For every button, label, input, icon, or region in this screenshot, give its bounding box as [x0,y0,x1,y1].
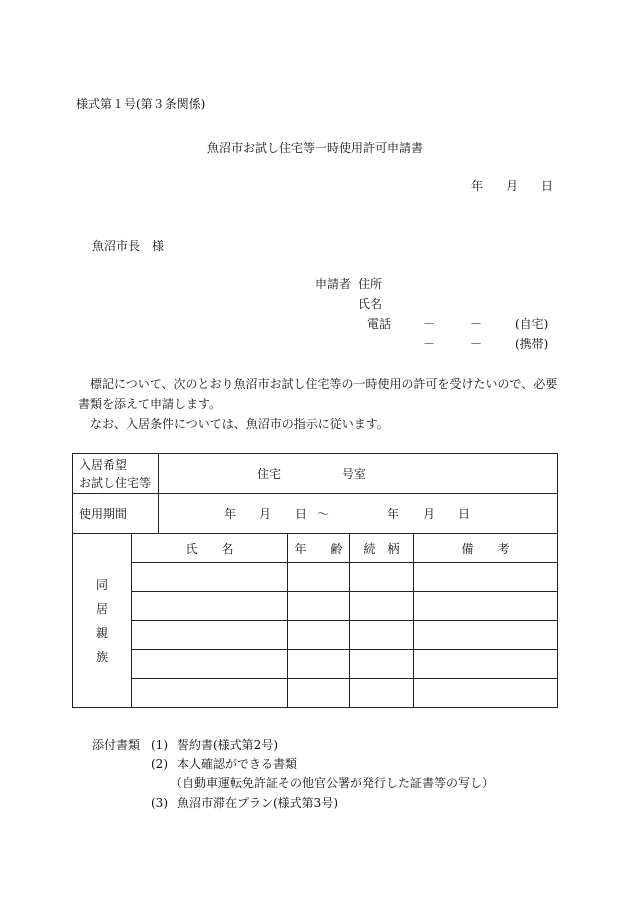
family-char-2: 居 [95,601,108,616]
family-name-cell[interactable] [132,679,288,708]
body-paragraph-2: なお、入居条件については、魚沼市の指示に従います。 [90,417,389,431]
attachment-1-text: 誓約書(様式第2号) [177,738,278,752]
family-relationship-cell[interactable] [350,621,414,650]
family-age-cell[interactable] [288,621,350,650]
period-start-year: 年 [224,507,237,521]
period-value-cell[interactable] [159,494,558,534]
family-remarks-cell[interactable] [414,592,558,621]
phone-mobile-dash-2: － [470,337,483,351]
applicant-label: 申請者 [315,277,352,291]
family-relationship-cell[interactable] [350,563,414,592]
family-char-3: 親 [95,625,108,640]
family-age-cell[interactable] [288,592,350,621]
column-header-age: 年 齢 [288,534,350,563]
attachment-2-number: (2) [151,757,168,771]
family-remarks-cell[interactable] [414,563,558,592]
period-end-month: 月 [423,507,436,521]
attachment-3-text: 魚沼市滞在プラン(様式第3号) [177,796,338,810]
attachment-2-text: 本人確認ができる書類 [177,757,298,771]
family-age-cell[interactable] [288,650,350,679]
date-day-label: 日 [541,179,554,193]
phone-mobile-label: (携帯) [515,337,549,351]
desired-house-value-cell[interactable] [159,454,558,494]
room-number-label: 号室 [341,466,366,481]
family-age-cell[interactable] [288,679,350,708]
attachment-3-number: (3) [151,796,168,810]
table-row [73,679,558,708]
family-name-cell[interactable] [132,621,288,650]
period-end-day: 日 [458,507,471,521]
column-header-name: 氏 名 [132,534,288,563]
period-tilde: ～ [317,507,330,521]
address-label: 住所 [358,277,383,291]
attachments-label: 添付書類 [92,738,141,752]
addressee: 魚沼市長 様 [92,239,165,253]
period-end-year: 年 [387,507,400,521]
family-relationship-cell[interactable] [350,592,414,621]
period-label-cell [73,494,159,534]
phone-home-dash-1: － [423,317,436,331]
table-row [73,650,558,679]
family-name-cell[interactable] [132,563,288,592]
attachment-1-number: (1) [151,738,168,752]
period-start-month: 月 [259,507,272,521]
table-row [73,592,558,621]
application-table [72,453,558,708]
period-label: 使用期間 [79,507,128,521]
phone-mobile-dash-1: － [423,337,436,351]
family-remarks-cell[interactable] [414,679,558,708]
family-char-4: 族 [95,649,108,664]
cohabiting-family-label-cell [73,534,132,708]
family-age-cell[interactable] [288,563,350,592]
family-name-cell[interactable] [132,592,288,621]
family-relationship-cell[interactable] [350,679,414,708]
family-remarks-cell[interactable] [414,621,558,650]
family-relationship-cell[interactable] [350,650,414,679]
date-year-label: 年 [471,179,484,193]
body-paragraph-1: 標記について、次のとおり魚沼市お試し住宅等の一時使用の許可を受けたいので、必要書類を添えて申請します。 [78,377,558,411]
name-label: 氏名 [358,297,383,311]
phone-home-dash-2: － [470,317,483,331]
table-row [73,621,558,650]
form-number: 様式第１号(第３条関係) [76,97,206,111]
phone-home-label: (自宅) [515,317,549,331]
column-header-remarks: 備 考 [414,534,558,563]
attachment-2-note: （自動車運転免許証その他官公署が発行した証書等の写し） [170,776,495,790]
family-remarks-cell[interactable] [414,650,558,679]
date-month-label: 月 [506,179,519,193]
desired-house-label-2: お試し住宅等 [79,475,152,490]
column-header-relationship: 続 柄 [350,534,414,563]
table-row [73,563,558,592]
family-name-cell[interactable] [132,650,288,679]
period-start-day: 日 [295,507,308,521]
desired-house-label-1: 入居希望 [79,457,128,472]
residence-label: 住宅 [257,466,282,481]
document-title: 魚沼市お試し住宅等一時使用許可申請書 [206,141,423,155]
phone-label: 電話 [367,317,392,331]
family-char-1: 同 [95,577,108,592]
desired-house-label-cell [73,454,159,494]
